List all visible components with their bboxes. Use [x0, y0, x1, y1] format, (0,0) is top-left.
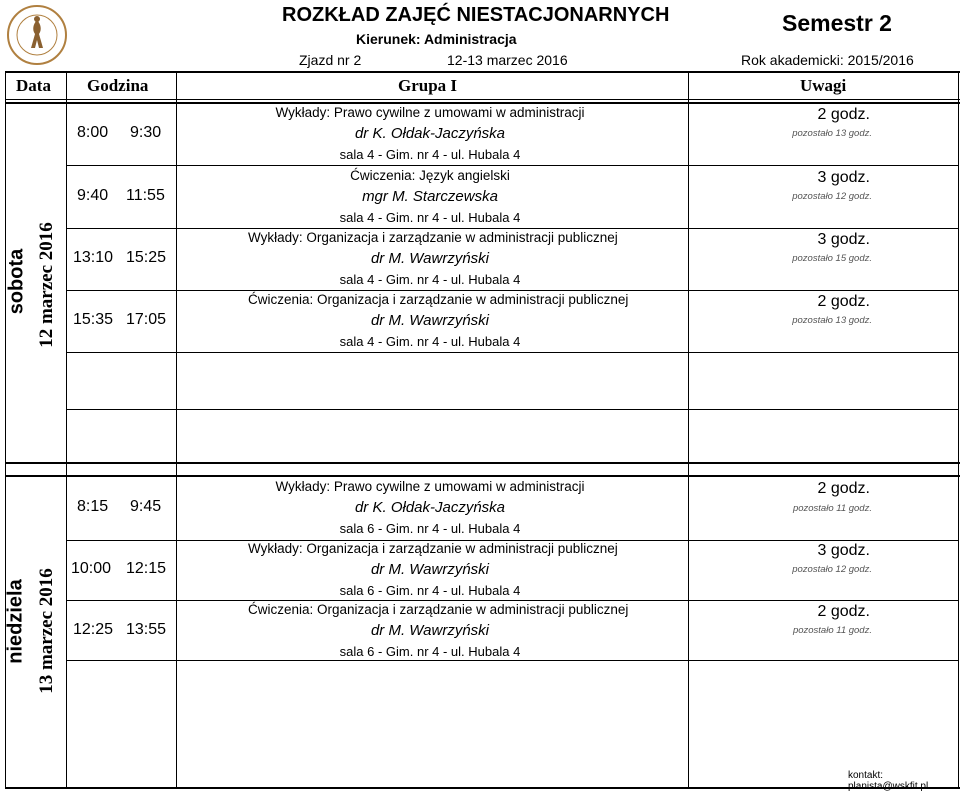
hours-remaining: pozostało 11 godz. [792, 503, 872, 514]
end-time: 15:25 [126, 249, 167, 266]
semester-label: Semestr 2 [782, 10, 892, 36]
field-of-study: Kierunek: Administracja [356, 31, 517, 47]
column-header-grupa: Grupa I [398, 76, 458, 95]
lecturer: dr M. Wawrzyński [370, 312, 490, 329]
start-time: 9:40 [77, 187, 109, 204]
column-header-uwagi: Uwagi [800, 76, 847, 95]
room: sala 4 - Gim. nr 4 - ul. Hubala 4 [339, 334, 521, 349]
hours-remaining: pozostało 13 godz. [792, 128, 872, 139]
start-time: 8:15 [77, 498, 109, 515]
hours: 3 godz. [817, 542, 870, 559]
room: sala 4 - Gim. nr 4 - ul. Hubala 4 [339, 272, 521, 287]
lecturer: dr M. Wawrzyński [370, 561, 490, 578]
column-header-godzina: Godzina [87, 76, 149, 95]
academic-year: Rok akademicki: 2015/2016 [741, 52, 914, 68]
hours-remaining: pozostało 15 godz. [792, 253, 872, 264]
start-time: 13:10 [73, 249, 114, 266]
subject: Wykłady: Organizacja i zarządzanie w administracji publicznej [248, 230, 618, 245]
subject: Ćwiczenia: Organizacja i zarządzanie w administracji publicznej [248, 292, 629, 307]
subject: Wykłady: Prawo cywilne z umowami w administracji [275, 105, 585, 120]
hours-remaining: pozostało 13 godz. [792, 315, 872, 326]
hours: 2 godz. [817, 106, 870, 123]
end-time: 12:15 [126, 560, 167, 577]
lecturer: dr K. Ołdak-Jaczyńska [354, 499, 506, 516]
room: sala 4 - Gim. nr 4 - ul. Hubala 4 [339, 147, 521, 162]
lecturer: dr K. Ołdak-Jaczyńska [354, 125, 506, 142]
end-time: 11:55 [126, 187, 165, 204]
end-time: 9:30 [130, 124, 162, 141]
day-date: 12 marzec 2016 [36, 222, 57, 348]
end-time: 17:05 [126, 311, 167, 328]
room: sala 6 - Gim. nr 4 - ul. Hubala 4 [339, 644, 521, 659]
lecturer: mgr M. Starczewska [362, 188, 498, 205]
room: sala 6 - Gim. nr 4 - ul. Hubala 4 [339, 521, 521, 536]
hours: 3 godz. [817, 169, 870, 186]
lecturer: dr M. Wawrzyński [370, 622, 490, 639]
day-date: 13 marzec 2016 [36, 568, 57, 694]
end-time: 13:55 [126, 621, 167, 638]
hours-remaining: pozostało 12 godz. [792, 564, 872, 575]
day-name: sobota [5, 248, 28, 315]
start-time: 12:25 [73, 621, 114, 638]
room: sala 4 - Gim. nr 4 - ul. Hubala 4 [339, 210, 521, 225]
lecturer: dr M. Wawrzyński [370, 250, 490, 267]
page-title: ROZKŁAD ZAJĘĆ NIESTACJONARNYCH [282, 4, 670, 26]
room: sala 6 - Gim. nr 4 - ul. Hubala 4 [339, 583, 521, 598]
subject: Ćwiczenia: Język angielski [350, 168, 510, 183]
start-time: 8:00 [77, 124, 109, 141]
hours-remaining: pozostało 11 godz. [792, 625, 872, 636]
hours: 2 godz. [817, 603, 870, 620]
session-number: Zjazd nr 2 [299, 52, 362, 68]
day-name: niedziela [4, 579, 27, 664]
hours-remaining: pozostało 12 godz. [792, 191, 872, 202]
column-header-data: Data [16, 76, 51, 95]
hours: 2 godz. [817, 293, 870, 310]
start-time: 15:35 [73, 311, 114, 328]
subject: Wykłady: Prawo cywilne z umowami w administracji [275, 479, 585, 494]
hours: 3 godz. [817, 231, 870, 248]
start-time: 10:00 [71, 560, 112, 577]
session-dates: 12-13 marzec 2016 [447, 52, 568, 68]
end-time: 9:45 [130, 498, 162, 515]
subject: Ćwiczenia: Organizacja i zarządzanie w administracji publicznej [248, 602, 629, 617]
contact-info: kontakt: planista@wskfit.pl [848, 770, 929, 792]
university-logo [6, 4, 68, 66]
hours: 2 godz. [817, 480, 870, 497]
subject: Wykłady: Organizacja i zarządzanie w administracji publicznej [248, 541, 618, 556]
